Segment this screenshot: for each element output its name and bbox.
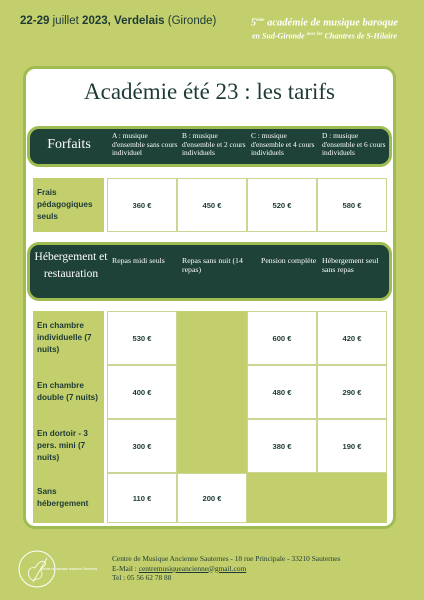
footer-address: Centre de Musique Ancienne Sauternes - 18 rue Principale - 33210 Sauternes bbox=[112, 554, 341, 563]
hebergement-header bbox=[27, 242, 392, 301]
academy-name: académie de musique baroque bbox=[267, 17, 399, 29]
footer-contact bbox=[112, 554, 340, 583]
heb-col-sans-nuit: Repas sans nuit (14 repas) bbox=[182, 256, 243, 274]
forfait-col-b: B : musique d'ensemble et 2 cours individuels bbox=[182, 131, 246, 158]
price-frais-b: 450 € bbox=[177, 178, 247, 232]
forfaits-label: Forfaits bbox=[47, 137, 91, 152]
forfait-col-d: D : musique d'ensemble et 6 cours individuels bbox=[322, 131, 386, 158]
top-band bbox=[0, 0, 424, 52]
logo-text: Centre de musique ancienne Sauternes bbox=[41, 567, 98, 571]
row-label-double: En chambre double (7 nuits) bbox=[33, 365, 104, 419]
hebergement-label: Hébergement et restauration bbox=[34, 251, 108, 280]
edition-number: 5 bbox=[250, 17, 257, 29]
price-individuelle-seul: 420 € bbox=[317, 311, 387, 365]
row-label-sans-hebergement: Sans hébergement bbox=[33, 473, 104, 523]
price-double-pension: 480 € bbox=[247, 365, 317, 419]
forfaits-header bbox=[27, 126, 392, 167]
pricing-card bbox=[23, 66, 396, 529]
price-individuelle-pension: 600 € bbox=[247, 311, 317, 365]
edition-suffix: ème bbox=[256, 18, 265, 23]
price-frais-c: 520 € bbox=[247, 178, 317, 232]
price-double-midi: 400 € bbox=[107, 365, 177, 419]
academy-title bbox=[237, 15, 412, 41]
empty-individuelle-sans-nuit bbox=[177, 311, 247, 365]
academy-sub2: Chantres de S-Hilaire bbox=[324, 31, 398, 41]
forfait-col-a: A : musique d'ensemble sans cours individuel bbox=[112, 131, 178, 158]
price-double-seul: 290 € bbox=[317, 365, 387, 419]
event-dates: 22-29 juillet 2023, Verdelais (Gironde) bbox=[20, 15, 217, 27]
dates-range: 22-29 bbox=[20, 15, 50, 27]
footer-email-label: E-Mail : bbox=[112, 563, 137, 573]
price-dortoir-seul: 190 € bbox=[317, 419, 387, 473]
dates-town: Verdelais bbox=[114, 15, 165, 27]
page-title: Académie été 23 : les tarifs bbox=[84, 79, 335, 104]
dates-month: juillet bbox=[52, 15, 79, 27]
footer-phone: Tel : 05 56 62 78 88 bbox=[112, 573, 172, 582]
price-individuelle-midi: 530 € bbox=[107, 311, 177, 365]
price-dortoir-midi: 300 € bbox=[107, 419, 177, 473]
heb-col-midi: Repas midi seuls bbox=[112, 256, 165, 265]
violin-icon bbox=[16, 548, 98, 590]
price-frais-a: 360 € bbox=[107, 178, 177, 232]
footer-email-line bbox=[112, 564, 340, 574]
price-sans-heb-midi: 110 € bbox=[107, 473, 177, 523]
heb-col-seul: Hébergement seul sans repas bbox=[322, 256, 379, 274]
price-sans-heb-sans-nuit: 200 € bbox=[177, 473, 247, 523]
academy-sub-small: avec les bbox=[306, 31, 323, 37]
price-frais-d: 580 € bbox=[317, 178, 387, 232]
dates-year: 2023 bbox=[82, 15, 108, 27]
empty-sans-heb-seul bbox=[317, 473, 387, 523]
heb-col-pension: Pension complète bbox=[261, 256, 317, 265]
footer-email-link[interactable]: centremusiqueancienne@gmail.com bbox=[138, 563, 247, 573]
row-label-dortoir: En dortoir - 3 pers. mini (7 nuits) bbox=[33, 419, 104, 473]
row-label-individuelle: En chambre individuelle (7 nuits) bbox=[33, 311, 104, 365]
academy-sub1: en Sud-Gironde bbox=[251, 31, 305, 41]
price-dortoir-pension: 380 € bbox=[247, 419, 317, 473]
row-label-frais: Frais pédagogiques seuls bbox=[33, 178, 104, 232]
dates-region: (Gironde) bbox=[167, 15, 217, 27]
empty-dortoir-sans-nuit bbox=[177, 419, 247, 473]
forfait-col-c: C : musique d'ensemble et 4 cours individuels bbox=[251, 131, 315, 158]
empty-double-sans-nuit bbox=[177, 365, 247, 419]
cmas-logo bbox=[16, 548, 98, 590]
empty-sans-heb-pension bbox=[247, 473, 317, 523]
